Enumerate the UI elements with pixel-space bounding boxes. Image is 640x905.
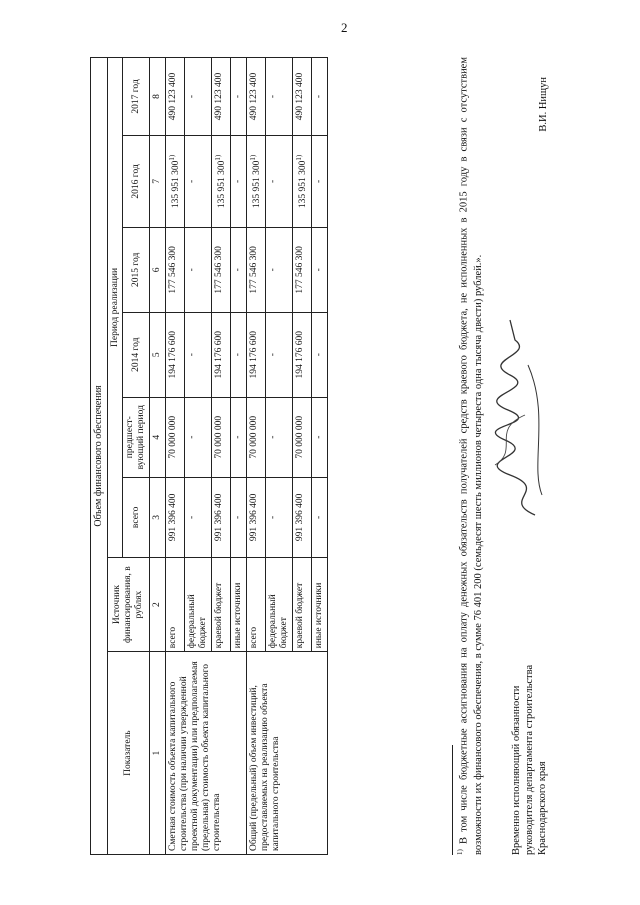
value-cell-total: [293, 477, 312, 557]
value-cell-previous: [312, 397, 328, 477]
value-cell-y2016: [293, 135, 312, 227]
position-line: Временно исполняющий обязанности: [511, 685, 522, 855]
header-total: всего: [123, 477, 150, 557]
header-2016: 2016 год: [123, 135, 150, 227]
value-cell-y2016: [312, 135, 328, 227]
value-text: 177 546 300: [168, 246, 179, 294]
value-text: 194 176 600: [214, 330, 225, 379]
value-cell-y2017: [247, 58, 266, 136]
value-cell-y2017: [266, 58, 293, 136]
value-text: -: [233, 179, 244, 183]
signatory-position: [510, 665, 549, 855]
value-cell-y2017: [231, 58, 247, 136]
value-cell-y2014: [185, 312, 212, 397]
value-text: 194 176 600: [249, 330, 260, 379]
value-cell-y2015: [293, 227, 312, 312]
value-text: -: [268, 515, 279, 519]
source-cell: федеральный бюджет: [185, 557, 212, 651]
col-number: 3: [150, 477, 166, 557]
footnote-text: В том числе бюджетные ассигнования на оплату денежных обязательств получателей средств краевого бюджета, не исполненных в 2015 году в связи с отсутствием возможности их финансового обеспечения, в сумме 76 401 200 (семьдесят шесть миллионов четыреста одна тысяча двести) рублей.».: [458, 57, 484, 855]
value-text: -: [233, 94, 244, 99]
source-cell: краевой бюджет: [293, 557, 312, 651]
footnote-reference: 1): [295, 154, 304, 161]
value-cell-y2015: [266, 227, 293, 312]
header-period: Период реализации: [107, 58, 123, 558]
value-text: 490 123 400: [214, 72, 225, 121]
value-text: 135 951 300: [252, 160, 263, 209]
value-cell-total: [312, 477, 328, 557]
value-text: 135 951 300: [298, 160, 309, 209]
value-cell-y2017: [166, 58, 185, 136]
col-number: 8: [150, 58, 166, 136]
value-cell-previous: [212, 397, 231, 477]
value-cell-total: [185, 477, 212, 557]
signature-block: [510, 57, 550, 855]
value-text: -: [268, 435, 279, 439]
value-text: 177 546 300: [295, 246, 306, 294]
value-text: 991 396 400: [168, 493, 179, 542]
value-cell-previous: [293, 397, 312, 477]
value-text: -: [314, 94, 325, 99]
value-cell-previous: [185, 397, 212, 477]
value-cell-y2014: [166, 312, 185, 397]
value-text: 991 396 400: [295, 493, 306, 542]
financing-table: [90, 57, 328, 855]
value-cell-previous: [266, 397, 293, 477]
position-line: Краснодарского края: [537, 761, 549, 855]
source-cell: краевой бюджет: [212, 557, 231, 651]
value-text: 991 396 400: [249, 493, 260, 542]
value-text: 70 000 000: [249, 415, 260, 459]
value-text: 490 123 400: [168, 72, 179, 121]
value-cell-previous: [166, 397, 185, 477]
footnote-reference: 1): [214, 154, 223, 161]
value-text: 70 000 000: [168, 415, 179, 459]
col-number: 6: [150, 227, 166, 312]
position-line: руководителя департамента строительства: [524, 664, 536, 855]
value-cell-y2015: [166, 227, 185, 312]
handwritten-signature: [480, 305, 555, 525]
value-text: -: [268, 94, 279, 99]
source-cell: иные источники: [312, 557, 328, 651]
value-text: -: [314, 268, 325, 272]
col-number: 1: [150, 652, 166, 855]
signatory-name: В.И. Нищун: [538, 77, 549, 132]
value-text: -: [233, 515, 244, 519]
value-cell-y2016: [231, 135, 247, 227]
value-cell-y2014: [247, 312, 266, 397]
col-number: 4: [150, 397, 166, 477]
header-2015: 2015 год: [123, 227, 150, 312]
value-cell-total: [266, 477, 293, 557]
value-cell-y2016: [247, 135, 266, 227]
value-text: -: [268, 353, 279, 357]
header-2017: 2017 год: [123, 58, 150, 136]
value-text: -: [314, 179, 325, 183]
value-cell-y2015: [247, 227, 266, 312]
value-text: 70 000 000: [214, 415, 225, 459]
value-cell-previous: [247, 397, 266, 477]
value-text: -: [187, 435, 198, 439]
indicator-cell: Сметная стоимость объекта капитального строительства (при наличии утвержденной проектной документации) или предполагаемая (предельная) стоимость объекта капитального строительства: [166, 652, 247, 855]
value-cell-total: [247, 477, 266, 557]
value-text: -: [187, 179, 198, 183]
value-text: 194 176 600: [295, 330, 306, 379]
footnote-marker: 1): [456, 849, 464, 855]
table-caption: Объем финансового обеспечения: [91, 58, 108, 855]
value-cell-y2016: [185, 135, 212, 227]
value-text: -: [268, 179, 279, 183]
col-number: 5: [150, 312, 166, 397]
value-text: 135 951 300: [217, 160, 228, 209]
value-cell-y2015: [231, 227, 247, 312]
value-text: -: [314, 353, 325, 357]
value-text: -: [268, 268, 279, 272]
value-cell-y2016: [166, 135, 185, 227]
value-text: -: [233, 353, 244, 357]
value-text: 194 176 600: [168, 330, 179, 379]
value-cell-previous: [231, 397, 247, 477]
header-source: Источник финансирования, в рублях: [107, 557, 150, 651]
value-cell-y2015: [212, 227, 231, 312]
indicator-cell: Общий (предельный) объем инвестиций, предоставляемых на реализацию объекта капитального строительства: [247, 652, 328, 855]
value-cell-y2014: [293, 312, 312, 397]
value-cell-y2017: [312, 58, 328, 136]
value-text: 490 123 400: [249, 72, 260, 121]
value-text: -: [187, 268, 198, 272]
value-cell-y2014: [212, 312, 231, 397]
column-number-row: [150, 58, 166, 855]
value-text: -: [233, 435, 244, 439]
table-body: [166, 58, 328, 855]
value-cell-total: [212, 477, 231, 557]
value-text: -: [187, 515, 198, 519]
value-cell-y2014: [266, 312, 293, 397]
value-text: 135 951 300: [171, 160, 182, 209]
source-cell: всего: [247, 557, 266, 651]
value-cell-total: [166, 477, 185, 557]
page-number: 2: [341, 20, 348, 35]
value-cell-total: [231, 477, 247, 557]
value-text: 177 546 300: [249, 246, 260, 294]
source-cell: иные источники: [231, 557, 247, 651]
value-cell-y2015: [312, 227, 328, 312]
value-text: -: [314, 435, 325, 439]
value-cell-y2016: [212, 135, 231, 227]
value-cell-y2014: [312, 312, 328, 397]
header-previous: предшест-вующий период: [123, 397, 150, 477]
value-cell-y2017: [293, 58, 312, 136]
footnote-reference: 1): [249, 154, 258, 161]
value-cell-y2015: [185, 227, 212, 312]
table-row: [247, 58, 266, 855]
value-cell-y2017: [185, 58, 212, 136]
source-cell: федеральный бюджет: [266, 557, 293, 651]
table-row: [166, 58, 185, 855]
value-text: 991 396 400: [214, 493, 225, 542]
value-text: 177 546 300: [214, 246, 225, 294]
value-text: 490 123 400: [295, 72, 306, 121]
value-text: 70 000 000: [295, 415, 306, 459]
header-indicator: Показатель: [107, 652, 150, 855]
footnote-separator: [452, 745, 453, 855]
source-cell: всего: [166, 557, 185, 651]
value-text: -: [187, 353, 198, 357]
col-number: 2: [150, 557, 166, 651]
value-text: -: [233, 268, 244, 272]
value-cell-y2017: [212, 58, 231, 136]
header-2014: 2014 год: [123, 312, 150, 397]
col-number: 7: [150, 135, 166, 227]
footnote-reference: 1): [168, 154, 177, 161]
landscape-content: [90, 55, 550, 855]
value-cell-y2014: [231, 312, 247, 397]
value-text: -: [187, 94, 198, 99]
value-text: -: [314, 515, 325, 519]
value-cell-y2016: [266, 135, 293, 227]
